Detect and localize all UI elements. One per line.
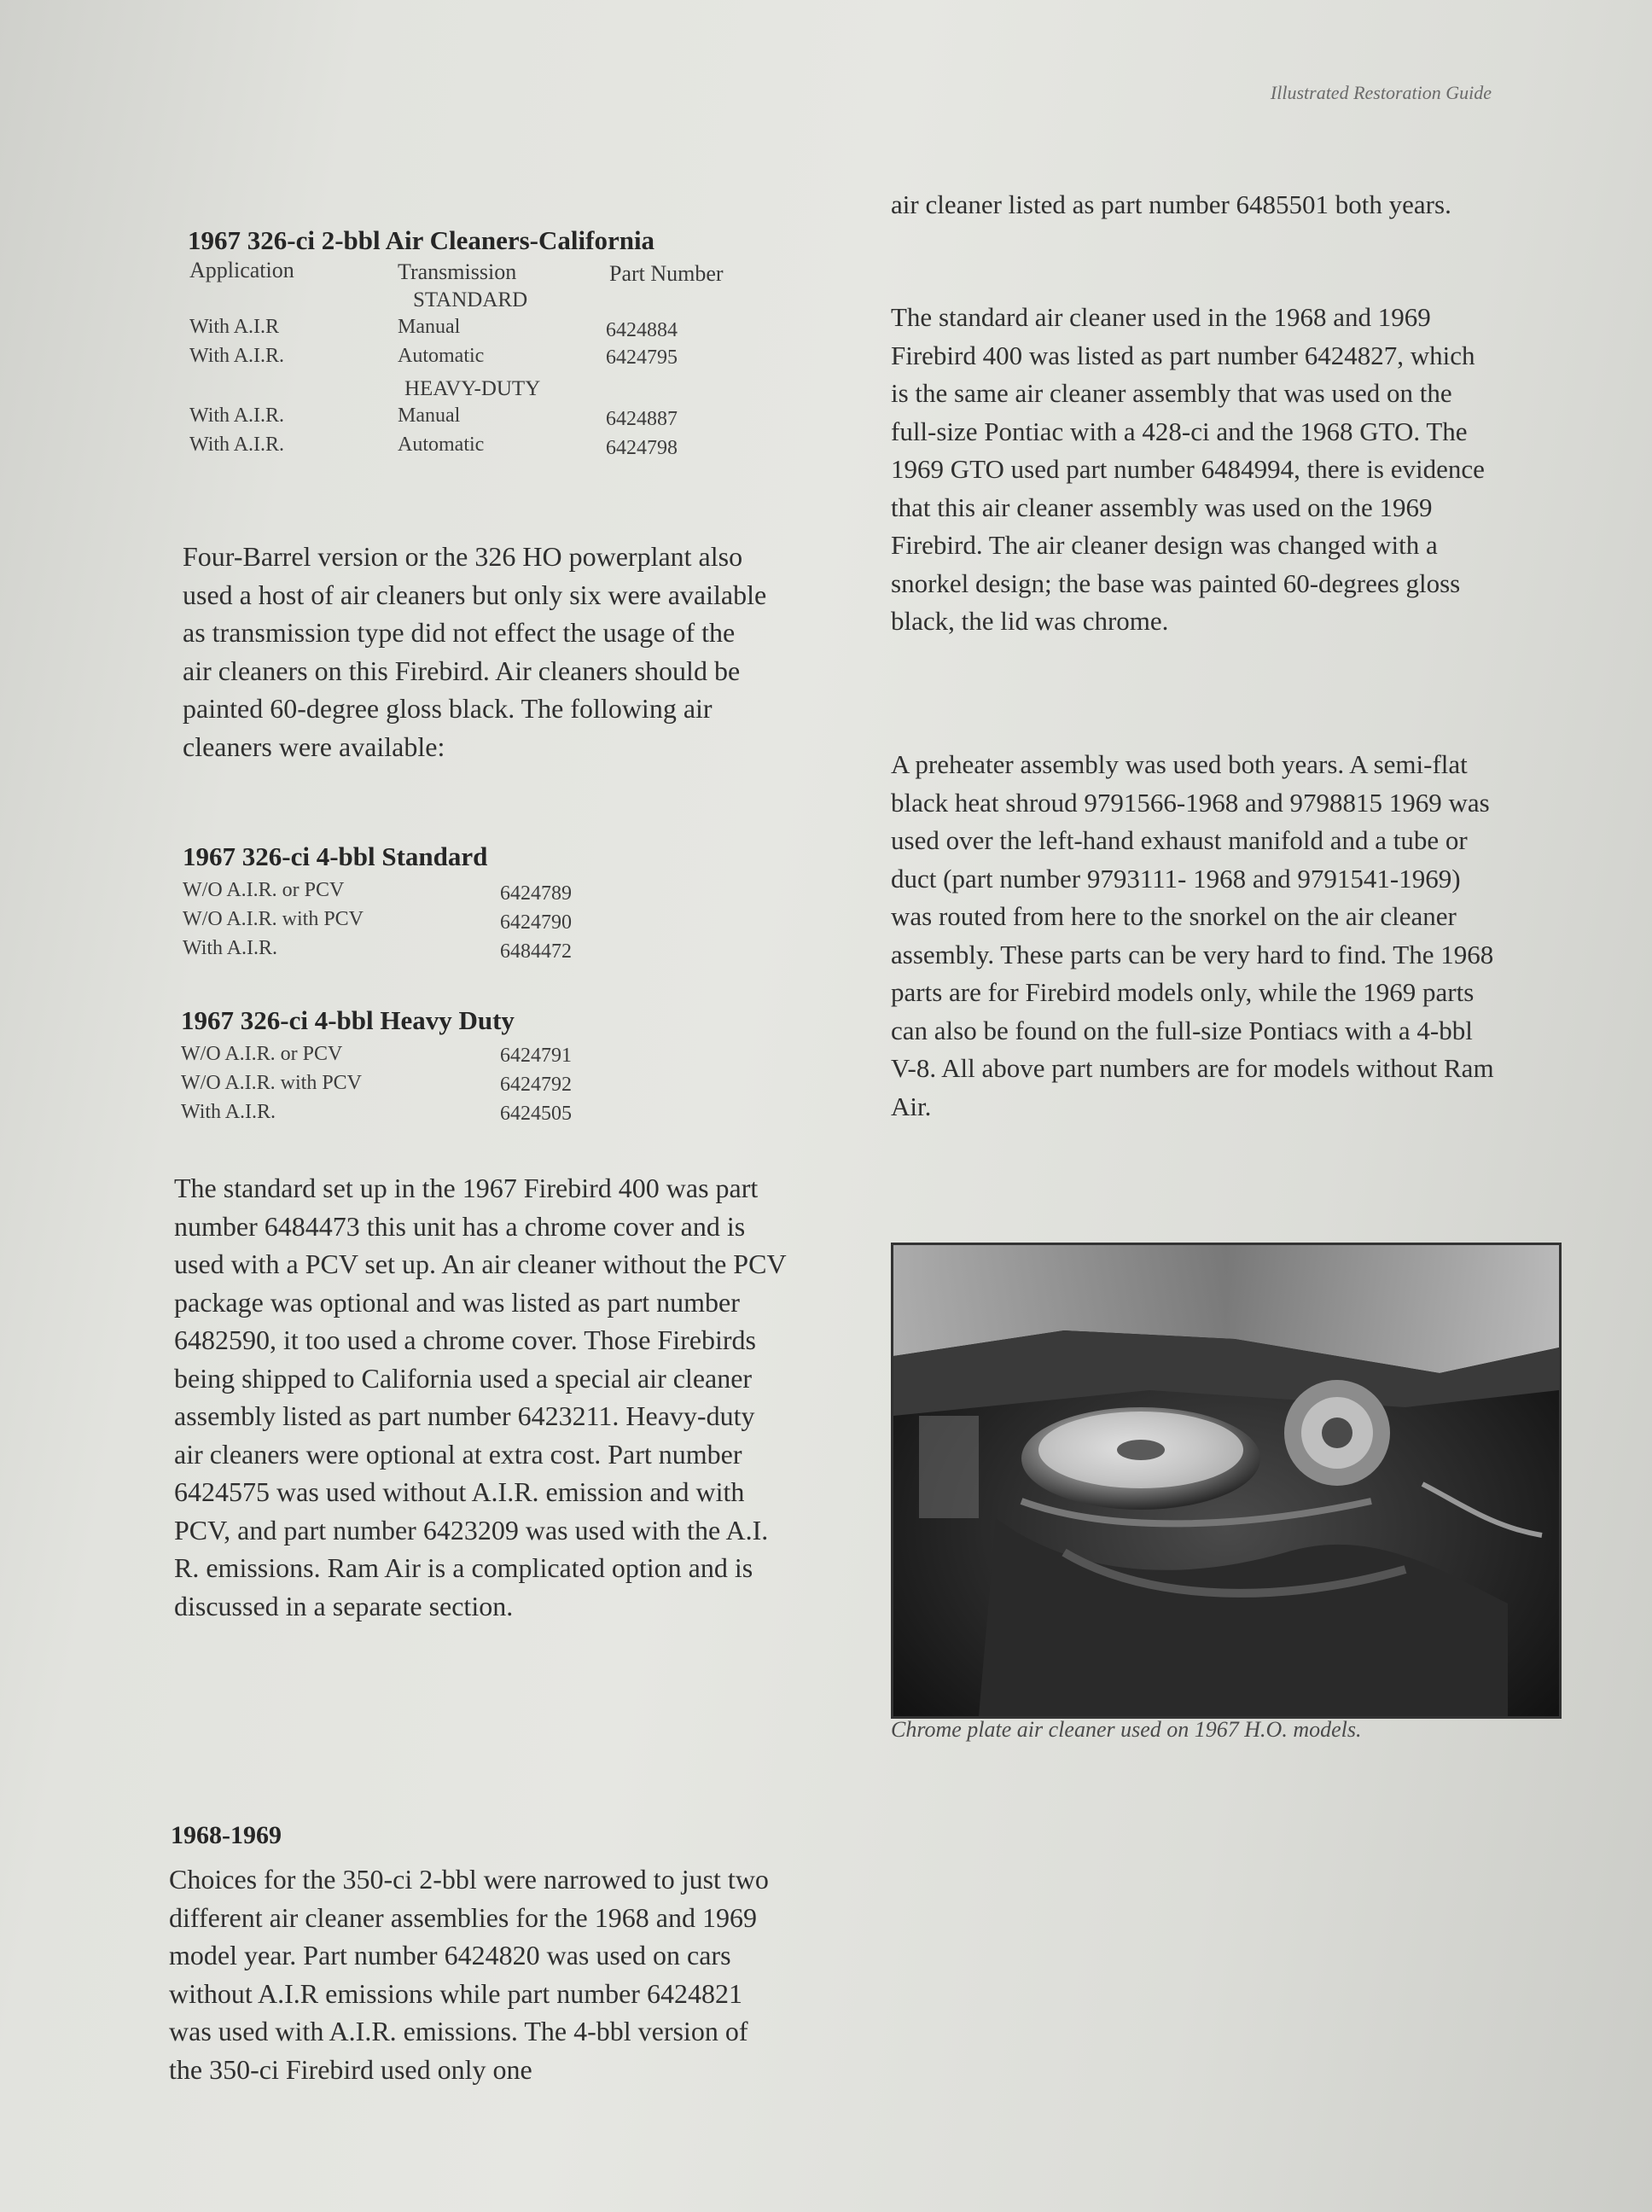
row-part-number: 6424798 <box>606 437 678 459</box>
paragraph-text: The standard air cleaner used in the 1968 and 1969 Firebird 400 was listed as part number 6424827, which is the same air cleaner assembly that was used on the full-size Pontiac with a 428-ci and the 1968 GTO. The 1969 GTO used part number 6484994, there is evidence that this air cleaner assembly was used on the 1969 Firebird. The air cleaner design was changed with a snorkel design; the base was painted 60-degrees gloss black, the lid was chrome. <box>891 302 1485 636</box>
paragraph-text: The standard set up in the 1967 Firebird 400 was part number 6484473 this unit has a chrome cover and is used with a PCV set up. An air cleaner without the PCV package was optional and was listed as part number 6482590, it too used a chrome cover. Those Firebirds being shipped to California used a special air cleaner assembly listed as part number 6423211. Heavy-duty air cleaners were optional at extra cost. Part number 6424575 was used without A.I.R. emission and with PCV, and part number 6423209 was used with the A.I. R. emissions. Ram Air is a complicated option and is discussed in a separate section. <box>174 1173 786 1621</box>
table-row <box>0 434 853 463</box>
col-header-transmission: Transmission <box>398 259 517 284</box>
engine-bay-image <box>893 1245 1559 1716</box>
table-heavy-duty-title: 1967 326-ci 4-bbl Heavy Duty <box>181 1005 515 1035</box>
running-head: Illustrated Restoration Guide <box>1270 82 1492 103</box>
row-part-number: 6424791 <box>500 1045 572 1067</box>
table-row <box>0 937 853 966</box>
row-application: With A.I.R. <box>189 434 285 456</box>
col-header-part-number: Part Number <box>609 261 724 286</box>
row-application: With A.I.R. <box>183 937 278 959</box>
row-transmission: Manual <box>398 405 461 427</box>
row-application: With A.I.R. <box>189 405 285 427</box>
table-standard-title: 1967 326-ci 4-bbl Standard <box>183 841 488 871</box>
row-application: W/O A.I.R. with PCV <box>181 1072 363 1094</box>
paragraph-text: Four-Barrel version or the 326 HO powerplant also used a host of air cleaners but only six were available as transmission type did not effect the usage of the air cleaners on this Firebird. Air cleaners should be painted 60-degree gloss black. The following air cleaners were available: <box>183 541 767 762</box>
engine-photo <box>891 1243 1562 1719</box>
paragraph-standard-1968-1969 <box>891 299 1497 641</box>
table-row <box>0 1043 853 1072</box>
row-transmission: Manual <box>398 316 461 338</box>
row-application: With A.I.R. <box>189 345 285 367</box>
row-application: With A.I.R. <box>181 1101 276 1123</box>
col-header-application: Application <box>189 258 294 282</box>
paragraph-continued <box>891 186 1505 224</box>
table-row <box>0 316 853 345</box>
paragraph-350ci <box>169 1860 771 2088</box>
table-row <box>0 345 853 374</box>
paragraph-preheater <box>891 746 1498 1126</box>
row-application: W/O A.I.R. with PCV <box>183 908 364 930</box>
row-part-number: 6424887 <box>606 408 678 430</box>
table-row <box>0 879 853 908</box>
row-part-number: 6424884 <box>606 319 678 341</box>
table-row <box>0 1101 853 1130</box>
table-row <box>0 908 853 937</box>
row-transmission: Automatic <box>398 434 485 456</box>
row-transmission: Automatic <box>398 345 485 367</box>
paragraph-text: Choices for the 350-ci 2-bbl were narrowed to just two different air cleaner assemblies for the 1968 and 1969 model year. Part number 6424820 was used on cars without A.I.R emissions while part number 6424821 was used with A.I.R. emissions. The 4-bbl version of the 350-ci Firebird used only one <box>169 1864 769 2085</box>
paragraph-four-barrel <box>183 538 770 765</box>
section-standard: STANDARD <box>413 288 528 311</box>
table-row <box>0 1072 853 1101</box>
paragraph-text: air cleaner listed as part number 6485501 both years. <box>891 189 1451 219</box>
row-part-number: 6424792 <box>500 1074 572 1096</box>
row-application: With A.I.R <box>189 316 280 338</box>
row-part-number: 6424795 <box>606 346 678 369</box>
section-heavy-duty: HEAVY-DUTY <box>404 377 541 400</box>
paragraph-standard-setup <box>174 1169 788 1625</box>
row-application: W/O A.I.R. or PCV <box>183 879 345 901</box>
row-application: W/O A.I.R. or PCV <box>181 1043 343 1065</box>
row-part-number: 6484472 <box>500 940 572 963</box>
table-california-title: 1967 326-ci 2-bbl Air Cleaners-California <box>188 225 655 255</box>
photo-caption: Chrome plate air cleaner used on 1967 H.O. models. <box>891 1717 1362 1742</box>
table-row <box>0 405 853 434</box>
row-part-number: 6424790 <box>500 911 572 934</box>
row-part-number: 6424789 <box>500 882 572 905</box>
paragraph-text: A preheater assembly was used both years. A semi-flat black heat shroud 9791566-1968 and 9798815 1969 was used over the left-hand exhaust manifold and a tube or duct (part number 9793111- 1968 and 9791541-1969) was routed from here to the snorkel on the air cleaner assembly. These parts can be very hard to find. The 1968 parts are for Firebird models only, while the 1969 parts can also be found on the full-size Pontiacs with a 4-bbl V-8. All above part numbers are for models without Ram Air. <box>891 749 1494 1121</box>
section-heading-1968-1969: 1968-1969 <box>171 1821 282 1849</box>
row-part-number: 6424505 <box>500 1103 572 1125</box>
